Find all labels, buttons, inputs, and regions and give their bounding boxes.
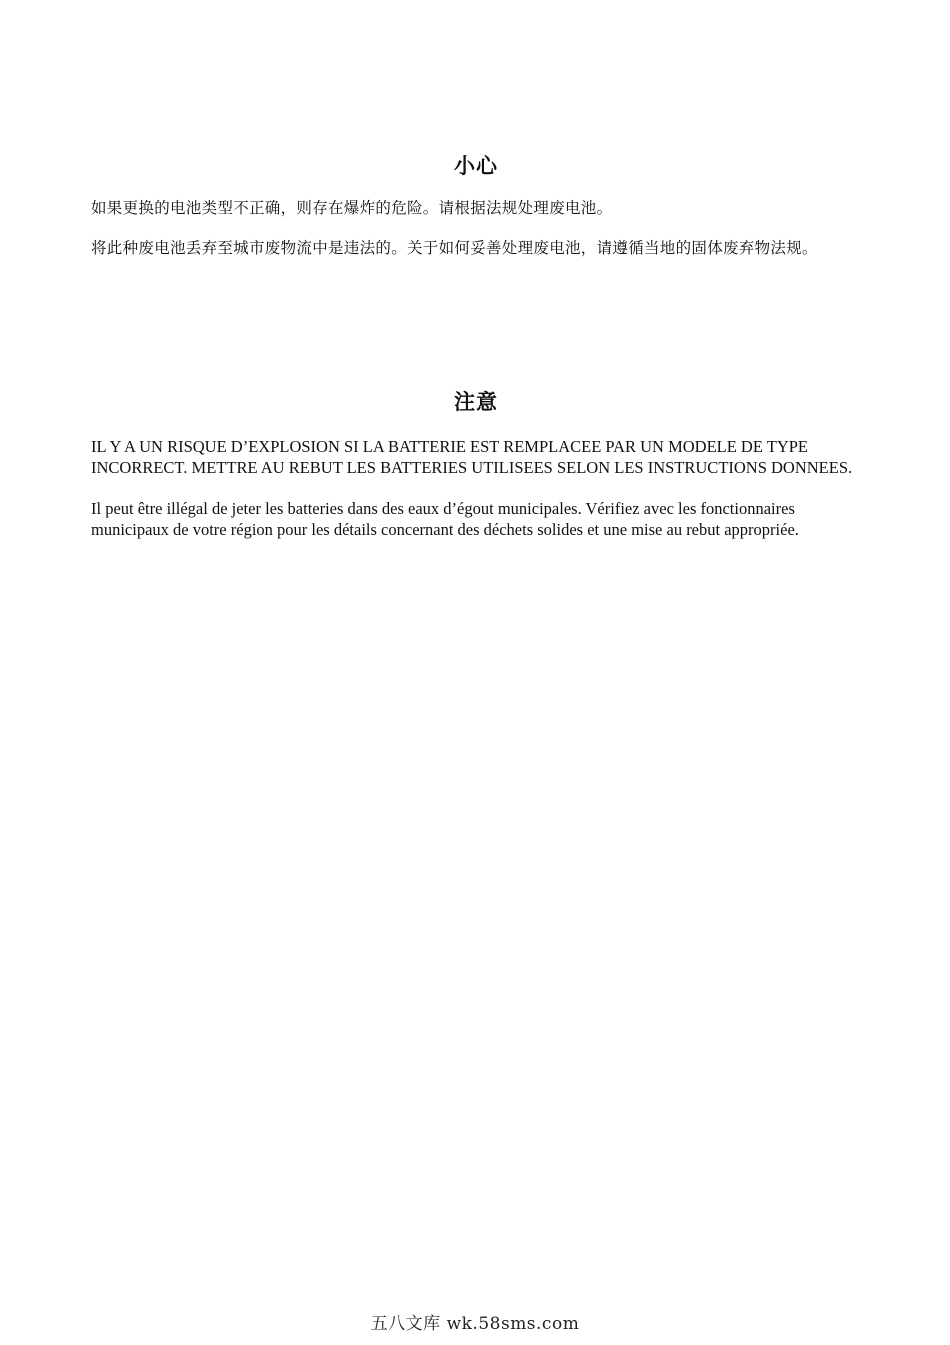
- footer-watermark: 五八文库 wk.58sms.com: [370, 1314, 580, 1334]
- caution-paragraph-disposal: 将此种废电池丢弃至城市废物流中是违法的。关于如何妥善处理废电池，请遵循当地的固体废弃物法规。: [91, 239, 818, 257]
- french-paragraph-disposal: Il peut être illégal de jeter les batteries dans des eaux d’égout municipales. Vérifiez avec les fonctionnaires municipaux de votre région pour les détails concernant des déchets solides et une mise au rebut appropriée.: [91, 499, 799, 539]
- caution-section-french: [91, 386, 861, 560]
- caution-heading-chinese: 小心: [454, 154, 498, 178]
- caution-paragraph-explosion-risk: 如果更换的电池类型不正确，则存在爆炸的危险。请根据法规处理废电池。: [91, 199, 613, 217]
- french-paragraph-explosion-risk: IL Y A UN RISQUE D’EXPLOSION SI LA BATTERIE EST REMPLACEE PAR UN MODELE DE TYPE INCORRECT. METTRE AU REBUT LES BATTERIES UTILISEES SELON LES INSTRUCTIONS DONNEES.: [91, 437, 853, 477]
- caution-section-chinese: [91, 150, 861, 278]
- caution-heading-french: 注意: [454, 390, 498, 414]
